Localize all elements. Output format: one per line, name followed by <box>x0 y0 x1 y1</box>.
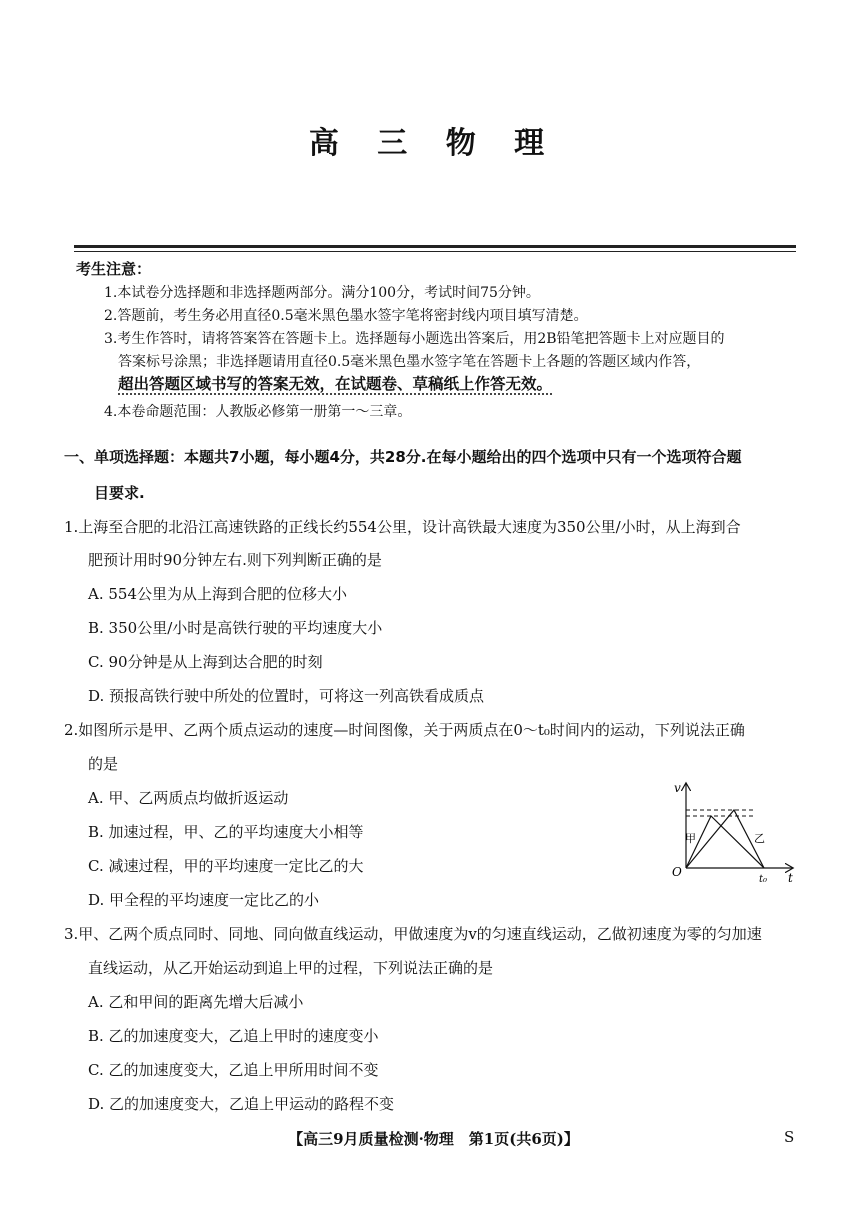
notice-heading: 考生注意： <box>76 260 152 278</box>
q2-option-c: C. 减速过程，甲的平均速度一定比乙的大 <box>88 857 364 875</box>
q3-option-a: A. 乙和甲间的距离先增大后减小 <box>88 993 304 1011</box>
header-rule-thick <box>74 245 796 248</box>
section-heading: 一、单项选择题：本题共7小题，每小题4分，共28分.在每小题给出的四个选项中只有一个选项符合题 <box>64 448 742 466</box>
t0-label: t₀ <box>759 874 768 885</box>
notice-item-3-emphasis: 超出答题区域书写的答案无效，在试题卷、草稿纸上作答无效。 <box>118 375 553 393</box>
q3-stem-cont: 直线运动，从乙开始运动到追上甲的过程，下列说法正确的是 <box>88 959 494 977</box>
v-axis-label: v <box>674 781 681 795</box>
header-rule-thin <box>74 251 796 252</box>
paper-code: S <box>784 1128 795 1146</box>
curve-jia <box>686 816 764 868</box>
q2-stem-cont: 的是 <box>88 755 119 773</box>
yi-label: 乙 <box>754 832 765 845</box>
q3-option-c: C. 乙的加速度变大，乙追上甲所用时间不变 <box>88 1061 379 1079</box>
page-footer: 【高三9月质量检测·物理 第1页(共6页)】 <box>288 1130 579 1148</box>
velocity-time-graph <box>668 780 798 885</box>
notice-item-3-cont: 答案标号涂黑；非选择题请用直径0.5毫米黑色墨水签字笔在答题卡上各题的答题区域内作答， <box>118 354 701 370</box>
q2-option-a: A. 甲、乙两质点均做折返运动 <box>88 789 289 807</box>
page-title: 高 三 物 理 <box>308 126 559 161</box>
notice-item-3: 3.考生作答时，请将答案答在答题卡上。选择题每小题选出答案后，用2B铅笔把答题卡上对应题目的 <box>104 331 725 347</box>
q3-option-d: D. 乙的加速度变大，乙追上甲运动的路程不变 <box>88 1095 395 1113</box>
q3-stem: 3.甲、乙两个质点同时、同地、同向做直线运动，甲做速度为v的匀速直线运动，乙做初速度为零的匀加速 <box>64 925 762 943</box>
q1-option-c: C. 90分钟是从上海到达合肥的时刻 <box>88 653 323 671</box>
notice-item-2: 2.答题前，考生务必用直径0.5毫米黑色墨水签字笔将密封线内项目填写清楚。 <box>104 308 588 324</box>
origin-label: O <box>672 865 682 879</box>
q1-option-a: A. 554公里为从上海到合肥的位移大小 <box>88 585 348 603</box>
q3-option-b: B. 乙的加速度变大，乙追上甲时的速度变小 <box>88 1027 379 1045</box>
t-axis-label: t <box>788 871 793 885</box>
notice-item-1: 1.本试卷分选择题和非选择题两部分。满分100分，考试时间75分钟。 <box>104 285 540 301</box>
q1-stem: 1.上海至合肥的北沿江高速铁路的正线长约554公里，设计高铁最大速度为350公里/小时，从上海到合 <box>64 518 741 536</box>
q1-option-b: B. 350公里/小时是高铁行驶的平均速度大小 <box>88 619 383 637</box>
jia-label: 甲 <box>685 832 696 845</box>
q2-option-d: D. 甲全程的平均速度一定比乙的小 <box>88 891 320 909</box>
curve-yi <box>686 810 764 868</box>
q2-option-b: B. 加速过程，甲、乙的平均速度大小相等 <box>88 823 364 841</box>
q2-stem: 2.如图所示是甲、乙两个质点运动的速度—时间图像，关于两质点在0～t₀时间内的运动，下列说法正确 <box>64 721 745 739</box>
q1-option-d: D. 预报高铁行驶中所处的位置时，可将这一列高铁看成质点 <box>88 687 485 705</box>
section-heading-cont: 目要求. <box>94 484 145 502</box>
q1-stem-cont: 肥预计用时90分钟左右.则下列判断正确的是 <box>88 551 382 569</box>
notice-item-4: 4.本卷命题范围：人教版必修第一册第一～三章。 <box>104 404 412 420</box>
